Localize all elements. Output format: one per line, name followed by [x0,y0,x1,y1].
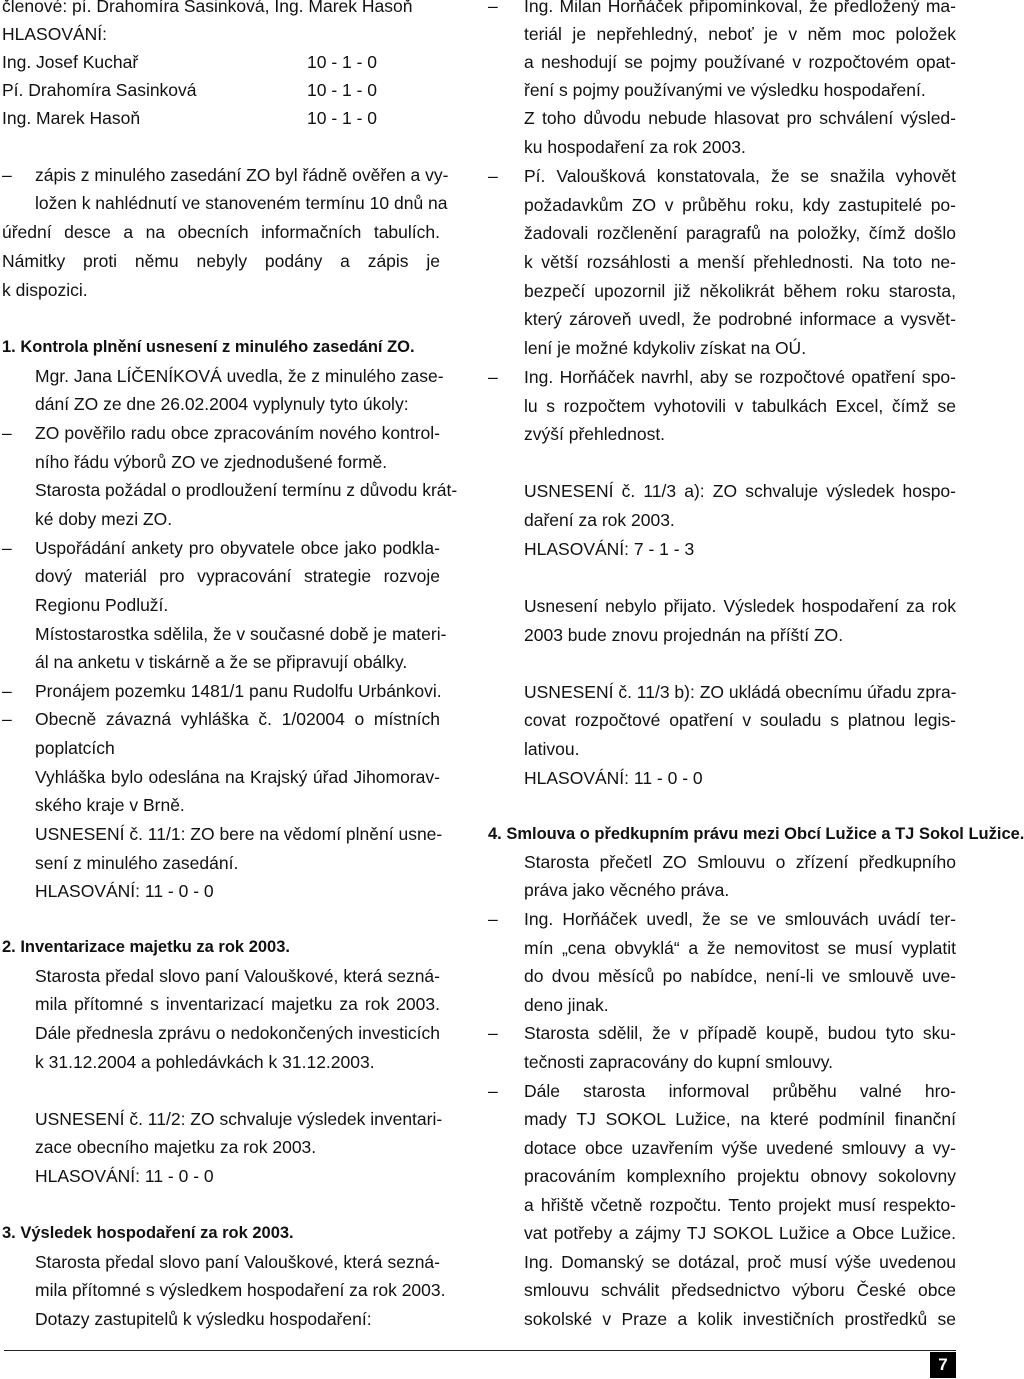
line-text: Regionu Podluží. [35,595,169,615]
line-text: Místostarostka sdělila, že v současné době je materi- [35,624,447,644]
text-line [2,1276,446,1304]
text-line [488,706,956,734]
line-text: pracováním komplexního projektu obnovy sokolovny [524,1166,956,1186]
text-line [488,506,956,534]
line-text: ložen k nahlédnutí ve stanoveném termínu 10 dnů na [35,193,448,213]
line-text: požadavkům ZO v průběhu roku, kdy zastupitelé po- [524,195,956,215]
text-line [2,562,440,590]
heading-text: 2. Inventarizace majetku za rok 2003. [2,938,290,956]
text-line [2,419,440,447]
voter-name: Ing. Josef Kuchař [2,52,139,72]
line-text: covat rozpočtové opatření v souladu s platnou legis- [524,710,956,730]
vote-result: 10 - 1 - 0 [307,80,378,100]
text-line [488,991,956,1019]
line-text: žadovali rozčlenění paragrafů na položky, čímž došlo [524,223,956,243]
text-line [2,534,440,562]
line-text: Starosta přečetl ZO Smlouvu o zřízení předkupního [524,852,956,872]
text-line [2,820,443,848]
text-line [488,1019,956,1047]
section-heading [488,820,1024,848]
line-text: HLASOVÁNÍ: 11 - 0 - 0 [35,881,214,901]
list-dash: – [2,165,12,185]
line-text: ZO pověřilo radu obce zpracováním nového kontrol- [35,423,440,443]
line-text: teriál je nepřehledný, neboť je v něm moc položek [524,24,956,44]
line-text: vat potřeby a zájmy TJ SOKOL Lužice a Obce Lužice. [524,1223,956,1243]
line-text: který zároveň uvedl, že podrobné informace a vysvět- [524,309,956,329]
text-line [2,990,440,1018]
line-text: ál na anketu v tiskárně a že se připravují obálky. [35,652,408,672]
text-line [488,48,956,76]
text-line [488,0,956,20]
list-dash: – [488,367,498,387]
section-heading [2,933,440,961]
vote-result: 10 - 1 - 0 [307,108,378,128]
text-line [488,392,956,420]
list-dash: – [488,1023,498,1043]
line-text: mila přítomné s inventarizací majetku za rok 2003. [35,994,440,1014]
text-line [488,621,956,649]
line-text: Pronájem pozemku 1481/1 panu Rudolfu Urbánkovi. [35,681,442,701]
text-line [2,476,458,504]
line-text: Vyhláška bylo odeslána na Krajský úřad Jihomorav- [35,767,440,787]
line-text: USNESENÍ č. 11/3 a): ZO schvaluje výsledek hospo- [524,481,956,501]
text-line [488,1077,956,1105]
text-line [2,1105,443,1133]
text-line [488,792,956,820]
line-text: dání ZO ze dne 26.02.2004 vyplynuly tyto úkoly: [35,394,409,414]
text-line [488,162,956,190]
text-line [488,649,956,677]
text-line [488,248,956,276]
line-text: k 31.12.2004 a pohledávkách k 31.12.2003. [35,1052,375,1072]
text-line [488,848,956,876]
line-text: zvýší přehlednost. [524,424,666,444]
text-line [488,104,956,132]
text-line [488,764,956,792]
line-text: Pí. Valoušková konstatovala, že se snažila vyhovět [524,166,956,186]
text-line [2,76,440,104]
section-heading [2,333,440,361]
text-line [2,218,440,246]
text-line [2,648,440,676]
text-line [2,0,440,20]
line-text: ního řádu výborů ZO ve zjednodušené formě. [35,452,388,472]
line-text: daření za rok 2003. [524,510,675,530]
text-line [2,247,440,275]
line-text: ké doby mezi ZO. [35,509,173,529]
list-dash: – [488,0,498,16]
line-text: ského kraje v Brně. [35,795,185,815]
text-line [488,934,956,962]
line-text: práva jako věcného práva. [524,880,730,900]
line-text: smlouvu schválit předsednictvo výboru České obce [524,1280,956,1300]
line-text: 2003 bude znovu projednán na příští ZO. [524,625,844,645]
text-line [488,1105,956,1133]
line-text: HLASOVÁNÍ: 11 - 0 - 0 [524,768,703,788]
line-text: zápis z minulého zasedání ZO byl řádně ověřen a vy- [35,165,449,185]
text-line [488,1048,956,1076]
text-line [488,363,956,391]
text-line [488,1191,956,1219]
list-dash: – [2,709,12,729]
line-text: Starosta sdělil, že v případě koupě, budou tyto sku- [524,1023,956,1043]
list-dash: – [2,681,12,701]
text-line [2,1019,440,1047]
text-line [2,1191,440,1219]
line-text: dový materiál pro vypracování strategie rozvoje [35,566,440,586]
footer-rule [4,1350,956,1351]
text-line [488,1305,956,1333]
text-line [2,505,440,533]
text-line [2,1305,440,1333]
text-line [2,1076,440,1104]
line-text: k větší rozsáhlosti a menší přehlednosti. Na toto ne- [524,252,956,272]
text-line [2,591,440,619]
text-line [2,734,440,762]
text-line [2,48,440,76]
vote-result: 10 - 1 - 0 [307,52,378,72]
line-text: Starosta předal slovo paní Valouškové, která sezná- [35,1252,440,1272]
line-text: Dále přednesla zprávu o nedokončených investicích [35,1023,440,1043]
text-line [488,1276,956,1304]
text-line [488,305,956,333]
text-line [488,735,956,763]
line-text: USNESENÍ č. 11/3 b): ZO ukládá obecnímu úřadu zpra- [524,682,957,702]
list-dash: – [2,423,12,443]
line-text: Z toho důvodu nebude hlasovat pro schválení výsled- [524,108,956,128]
line-text: ření s pojmy používanými ve výsledku hospodaření. [524,80,926,100]
line-text: poplatcích [35,738,115,758]
line-text: Starosta předal slovo paní Valouškové, která sezná- [35,966,440,986]
line-text: HLASOVÁNÍ: 7 - 1 - 3 [524,539,695,559]
line-text: lení je možné kdykoliv získat na OÚ. [524,338,807,358]
line-text: do dvou měsíců po nabídce, není-li ve smlouvě uve- [524,966,956,986]
list-dash: – [488,909,498,929]
text-line [2,906,440,934]
heading-text: 4. Smlouva o předkupním právu mezi Obcí Lužice a TJ Sokol Lužice. [488,825,1024,843]
line-text: Uspořádání ankety pro obyvatele obce jako podkla- [35,538,440,558]
text-line [2,1048,440,1076]
line-text: Námitky proti němu nebyly podány a zápis je [2,251,440,271]
line-text: Usnesení nebylo přijato. Výsledek hospodaření za rok [524,596,956,616]
line-text: mady TJ SOKOL Lužice, na které podmínil finanční [524,1109,956,1129]
text-line [488,592,956,620]
line-text: tečnosti zapracovány do kupní smlouvy. [524,1052,834,1072]
text-line [2,962,440,990]
text-line [488,334,956,362]
text-line [488,563,956,591]
list-dash: – [2,538,12,558]
line-text: bezpečí upozornil již několikrát během roku starosta, [524,281,956,301]
line-text: Ing. Domanský se dotázal, proč musí výše uvedenou [524,1252,956,1272]
text-line [2,677,440,705]
line-text: USNESENÍ č. 11/1: ZO bere na vědomí plnění usne- [35,824,443,844]
page-number: 7 [930,1352,956,1378]
line-text: ku hospodaření za rok 2003. [524,137,746,157]
text-line [2,132,440,160]
text-line [2,104,440,132]
line-text: deno jinak. [524,995,609,1015]
text-line [2,390,440,418]
text-line [488,20,956,48]
line-text: a neshodují se pojmy používané v rozpočtovém opat- [524,52,956,72]
text-line [488,191,956,219]
line-text: zace obecního majetku za rok 2003. [35,1137,317,1157]
text-line [2,849,440,877]
text-line [488,1248,956,1276]
text-line [2,877,440,905]
text-line [488,905,956,933]
line-text: Obecně závazná vyhláška č. 1/02004 o místních [35,709,440,729]
line-text: sení z minulého zasedání. [35,853,239,873]
text-line [488,133,956,161]
line-text: mín „cena obvyklá“ a že nemovitost se musí vyplatit [524,938,956,958]
text-line [488,1162,956,1190]
text-line [2,620,447,648]
line-text: Dotazy zastupitelů k výsledku hospodaření: [35,1309,372,1329]
voter-name: Pí. Drahomíra Sasinková [2,80,197,100]
text-line [488,678,956,706]
text-line [2,763,440,791]
line-text: sokolské v Praze a kolik investičních prostředků se [524,1309,956,1329]
text-line [488,876,956,904]
text-line [2,448,440,476]
line-text: Mgr. Jana LÍČENÍKOVÁ uvedla, že z minulého zase- [35,366,444,386]
section-heading [2,1219,440,1247]
text-line [2,305,440,333]
line-text: mila přítomné s výsledkem hospodaření za rok 2003. [35,1280,446,1300]
heading-text: 3. Výsledek hospodaření za rok 2003. [2,1224,294,1242]
line-text: HLASOVÁNÍ: 11 - 0 - 0 [35,1166,214,1186]
text-line [2,791,440,819]
line-text: Starosta požádal o prodloužení termínu z důvodu krát- [35,480,458,500]
text-line [488,1219,956,1247]
text-line [488,477,956,505]
text-line [2,276,440,304]
text-line [488,535,956,563]
line-text: úřední desce a na obecních informačních tabulích. [2,222,440,242]
line-text: členové: pí. Drahomíra Sasinková, Ing. Marek Hasoň [2,0,413,16]
line-text: HLASOVÁNÍ: [2,24,108,44]
list-dash: – [488,166,498,186]
line-text: Dále starosta informoval průběhu valné hro- [524,1081,956,1101]
text-line [2,20,440,48]
text-line [488,277,956,305]
text-line [2,1133,440,1161]
line-text: USNESENÍ č. 11/2: ZO schvaluje výsledek inventari- [35,1109,443,1129]
text-line [488,962,956,990]
text-line [2,362,444,390]
text-line [2,161,449,189]
line-text: Ing. Horňáček uvedl, že se ve smlouvách uvádí ter- [524,909,956,929]
line-text: Ing. Horňáček navrhl, aby se rozpočtové opatření spo- [524,367,956,387]
list-dash: – [488,1081,498,1101]
line-text: dotace obce uzavřením výše uvedené smlouvy a vy- [524,1138,956,1158]
voter-name: Ing. Marek Hasoň [2,108,141,128]
line-text: Ing. Milan Horňáček připomínkoval, že předložený ma- [524,0,956,16]
text-line [488,449,956,477]
text-line [488,420,956,448]
line-text: lativou. [524,739,580,759]
line-text: a hřiště včetně rozpočtu. Tento projekt musí respekto- [524,1195,956,1215]
text-line [2,1248,440,1276]
text-line [488,219,956,247]
line-text: lu s rozpočtem vyhotovili v tabulkách Excel, čímž se [524,396,956,416]
text-line [2,705,440,733]
heading-text: 1. Kontrola plnění usnesení z minulého zasedání ZO. [2,338,415,356]
text-line [2,1162,440,1190]
line-text: k dispozici. [2,280,88,300]
text-line [488,76,956,104]
text-line [488,1134,956,1162]
text-line [2,189,448,217]
